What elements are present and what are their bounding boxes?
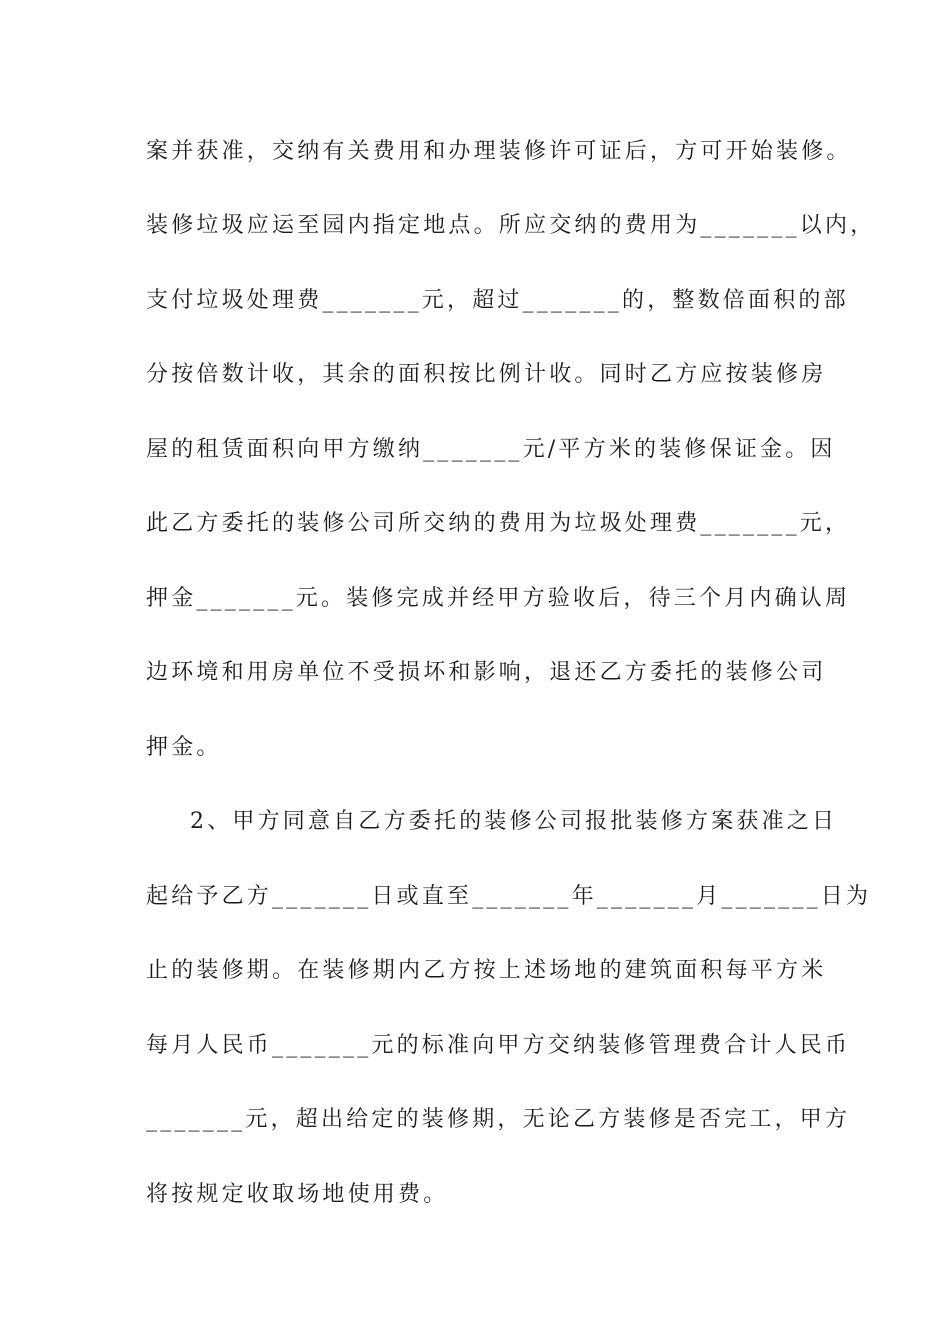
paragraph-line: 押金。 xyxy=(146,735,222,760)
paragraph-line: 每月人民币_______元的标准向甲方交纳装修管理费合计人民币 xyxy=(146,1033,851,1058)
paragraph-line: 将按规定收取场地使用费。 xyxy=(146,1182,449,1207)
paragraph-line: 起给予乙方_______日或直至_______年_______月_______日为 xyxy=(146,884,872,909)
paragraph-line: 支付垃圾处理费_______元，超过_______的，整数倍面积的部 xyxy=(146,288,849,313)
paragraph-line: 止的装修期。在装修期内乙方按上述场地的建筑面积每平方米 xyxy=(146,958,827,983)
paragraph-line: 分按倍数计收，其余的面积按比例计收。同时乙方应按装修房 xyxy=(146,362,827,387)
paragraph-line: 此乙方委托的装修公司所交纳的费用为垃圾处理费_______元， xyxy=(146,511,851,536)
paragraph-line: 屋的租赁面积向甲方缴纳_______元/平方米的装修保证金。因 xyxy=(146,437,836,462)
paragraph-line: 2、甲方同意自乙方委托的装修公司报批装修方案获准之日 xyxy=(190,809,838,834)
paragraph-line: _______元，超出给定的装修期，无论乙方装修是否完工，甲方 xyxy=(146,1107,851,1132)
paragraph-line: 押金_______元。装修完成并经甲方验收后，待三个月内确认周 xyxy=(146,586,851,611)
paragraph-line: 案并获准，交纳有关费用和办理装修许可证后，方可开始装修。 xyxy=(146,139,852,164)
paragraph-line: 装修垃圾应运至园内指定地点。所应交纳的费用为_______以内， xyxy=(146,213,876,238)
paragraph-line: 边环境和用房单位不受损坏和影响，退还乙方委托的装修公司 xyxy=(146,660,827,685)
